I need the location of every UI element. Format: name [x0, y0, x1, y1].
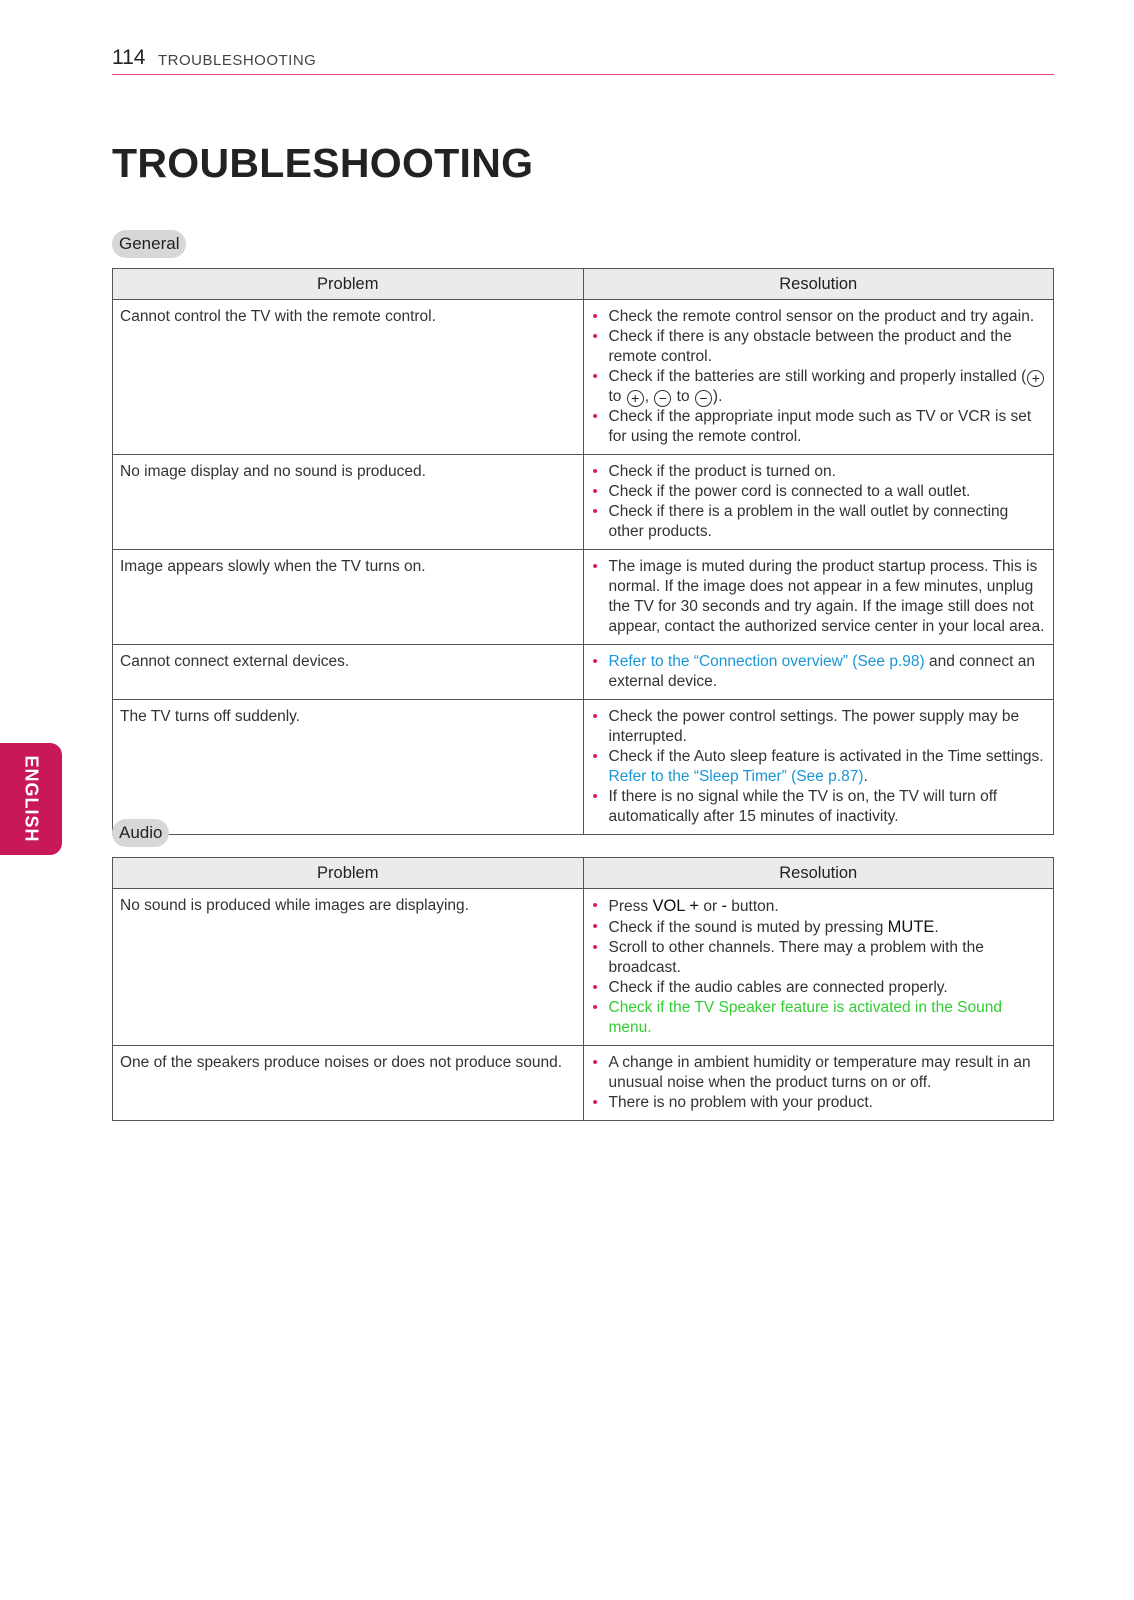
- resolution-cell: [583, 550, 1054, 645]
- problem-column-header: Problem: [113, 858, 584, 889]
- list-text: Press: [608, 898, 653, 915]
- list-item: • Check the remote control sensor on the product and try again.: [591, 307, 1048, 327]
- list-text: ,: [644, 388, 654, 405]
- mute-button-label: MUTE: [887, 918, 935, 936]
- list-item: • The image is muted during the product startup process. This is normal. If the image does not appear in a few minutes, unplug the TV for 30 seconds and try again. If the image still does not appear, contact the authorized service center in your local area.: [591, 557, 1048, 637]
- list-item: • A change in ambient humidity or temperature may result in an unusual noise when the product turns on or off.: [591, 1053, 1048, 1093]
- table-header-row: [113, 269, 1054, 300]
- resolution-cell: [583, 1046, 1054, 1121]
- list-text: .: [934, 919, 939, 936]
- problem-cell: Image appears slowly when the TV turns on.: [113, 550, 584, 645]
- list-item: • Check if there is a problem in the wall outlet by connecting other products.: [591, 502, 1048, 542]
- resolution-list: [591, 1053, 1048, 1113]
- list-text: button.: [726, 898, 779, 915]
- list-item: [591, 652, 1048, 692]
- plus-icon: +: [1027, 370, 1044, 387]
- connection-overview-link[interactable]: Refer to the “Connection overview” (See p.98): [608, 653, 925, 670]
- plus-icon: +: [627, 390, 644, 407]
- table-header-row: [113, 858, 1054, 889]
- list-text: or: [699, 898, 722, 915]
- audio-troubleshooting-table: [112, 857, 1054, 1121]
- language-tab-label: ENGLISH: [21, 755, 42, 843]
- resolution-cell: [583, 455, 1054, 550]
- resolution-list: [591, 652, 1048, 692]
- table-row: [113, 550, 1054, 645]
- list-item: • Check if the TV Speaker feature is activated in the Sound menu.: [591, 998, 1048, 1038]
- page-number: 114: [112, 46, 146, 69]
- list-item: • Check if the product is turned on.: [591, 462, 1048, 482]
- resolution-cell: [583, 645, 1054, 700]
- list-text: to: [672, 388, 694, 405]
- table-row: [113, 300, 1054, 455]
- resolution-column-header: Resolution: [583, 269, 1054, 300]
- list-item: • Scroll to other channels. There may a problem with the broadcast.: [591, 938, 1048, 978]
- list-text: ).: [712, 388, 723, 405]
- list-item: • There is no problem with your product.: [591, 1093, 1048, 1113]
- list-text: .: [863, 768, 868, 785]
- resolution-cell: [583, 889, 1054, 1046]
- problem-column-header: Problem: [113, 269, 584, 300]
- list-item: [591, 747, 1048, 787]
- minus-button-label: -: [721, 897, 727, 915]
- list-item: • Check if the audio cables are connected properly.: [591, 978, 1048, 998]
- resolution-list: [591, 462, 1048, 542]
- resolution-column-header: Resolution: [583, 858, 1054, 889]
- resolution-cell: [583, 700, 1054, 835]
- page-header: [112, 46, 1054, 75]
- list-item: • If there is no signal while the TV is on, the TV will turn off automatically after 15 minutes of inactivity.: [591, 787, 1048, 827]
- resolution-list: [591, 307, 1048, 447]
- problem-cell: One of the speakers produce noises or does not produce sound.: [113, 1046, 584, 1121]
- list-item: • Check if the power cord is connected to a wall outlet.: [591, 482, 1048, 502]
- resolution-list: [591, 557, 1048, 637]
- problem-cell: The TV turns off suddenly.: [113, 700, 584, 835]
- problem-cell: No image display and no sound is produced.: [113, 455, 584, 550]
- problem-cell: No sound is produced while images are displaying.: [113, 889, 584, 1046]
- section-label-audio: Audio: [112, 819, 169, 847]
- list-text: to: [608, 388, 626, 405]
- list-item: • Check if the appropriate input mode such as TV or VCR is set for using the remote control.: [591, 407, 1048, 447]
- minus-icon: −: [654, 390, 671, 407]
- list-item: [591, 367, 1048, 407]
- minus-icon: −: [695, 390, 712, 407]
- list-text: Check if the Auto sleep feature is activated in the Time settings.: [608, 748, 1044, 765]
- page-title: TROUBLESHOOTING: [112, 140, 534, 186]
- table-row: [113, 1046, 1054, 1121]
- list-text: Check if the sound is muted by pressing: [608, 919, 888, 936]
- table-row: [113, 645, 1054, 700]
- table-row: [113, 455, 1054, 550]
- table-row: [113, 889, 1054, 1046]
- running-title: TROUBLESHOOTING: [158, 52, 317, 69]
- resolution-list: [591, 896, 1048, 1038]
- vol-plus-button-label: VOL +: [652, 897, 700, 915]
- section-label-general: General: [112, 230, 186, 258]
- general-troubleshooting-table: [112, 268, 1054, 835]
- list-item: [591, 896, 1048, 917]
- language-tab: [0, 743, 62, 855]
- list-text: Check if the batteries are still working and properly installed (: [608, 368, 1027, 385]
- list-item: • Check if there is any obstacle between the product and the remote control.: [591, 327, 1048, 367]
- resolution-cell: [583, 300, 1054, 455]
- table-row: [113, 700, 1054, 835]
- problem-cell: Cannot connect external devices.: [113, 645, 584, 700]
- list-text: and connect an external device.: [608, 653, 1035, 690]
- list-item: [591, 917, 1048, 938]
- resolution-list: [591, 707, 1048, 827]
- sleep-timer-link[interactable]: Refer to the “Sleep Timer” (See p.87): [608, 768, 864, 785]
- list-item: • Check the power control settings. The power supply may be interrupted.: [591, 707, 1048, 747]
- problem-cell: Cannot control the TV with the remote control.: [113, 300, 584, 455]
